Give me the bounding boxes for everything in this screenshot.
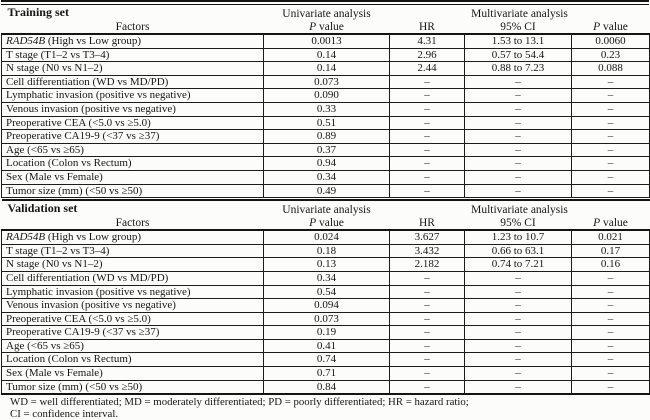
univariate-pvalue-cell: 0.54	[264, 285, 390, 299]
table-row	[2, 130, 650, 144]
hr-cell: –	[390, 353, 465, 367]
factor-label: Tumor size (mm) (<50 vs ≥50)	[6, 380, 143, 393]
ci-cell: –	[465, 271, 572, 285]
factor-cell	[2, 184, 264, 198]
univariate-pvalue-cell: 0.71	[264, 367, 390, 381]
univariate-pvalue-cell: 0.090	[264, 89, 390, 103]
table-row	[2, 271, 650, 285]
section-title-validation: Validation set	[7, 201, 78, 216]
p-italic: P	[309, 20, 317, 33]
factor-label: Sex (Male vs Female)	[6, 170, 103, 183]
factor-cell	[2, 326, 264, 340]
univariate-pvalue-cell: 0.34	[264, 170, 390, 184]
multivariate-pvalue-cell: –	[572, 271, 650, 285]
multivariate-pvalue-cell: 0.17	[572, 244, 650, 258]
value-word: value	[316, 20, 344, 33]
hr-cell: –	[390, 326, 465, 340]
table-row	[2, 367, 650, 381]
table-figure	[1, 0, 649, 420]
header-group-row	[2, 200, 650, 216]
factor-cell	[2, 170, 264, 184]
factor-label: T stage (T1–2 vs T3–4)	[6, 244, 110, 257]
ci-cell: –	[465, 380, 572, 394]
multivariate-pvalue-cell: –	[572, 367, 650, 381]
table-row	[2, 62, 650, 76]
training-table-header	[2, 5, 650, 34]
factor-label: Venous invasion (positive vs negative)	[6, 299, 176, 312]
factor-label: (High vs Low group)	[45, 231, 142, 244]
factor-cell	[2, 271, 264, 285]
table-row	[2, 230, 650, 244]
section-title-training: Training set	[7, 5, 69, 19]
univariate-pvalue-cell: 0.073	[264, 312, 390, 326]
hr-cell: –	[390, 380, 465, 394]
multivariate-pvalue-cell: –	[572, 299, 650, 313]
ci-cell: –	[465, 339, 572, 353]
univariate-pvalue-cell: 0.34	[264, 271, 390, 285]
footnote-line: CI = confidence interval.	[10, 407, 119, 420]
factor-label: Preoperative CEA (<5.0 vs ≥5.0)	[6, 116, 151, 129]
ci-cell: –	[465, 89, 572, 103]
p-italic: P	[309, 216, 317, 229]
multivariate-pvalue-cell: –	[572, 102, 650, 116]
factor-cell	[2, 353, 264, 367]
table-row	[2, 258, 650, 272]
hr-cell: –	[390, 75, 465, 89]
factor-cell	[2, 48, 264, 62]
table-row	[2, 339, 650, 353]
hr-cell: –	[390, 339, 465, 353]
gene-name: RAD54B	[6, 35, 46, 47]
multivariate-pvalue-cell: –	[572, 130, 650, 144]
factor-label: N stage (N0 vs N1–2)	[6, 62, 103, 75]
p-italic: P	[593, 20, 601, 33]
hr-cell: –	[390, 130, 465, 144]
hr-cell: –	[390, 285, 465, 299]
ci-cell: 0.88 to 7.23	[465, 62, 572, 76]
factor-cell	[2, 230, 264, 244]
univariate-pvalue-cell: 0.13	[264, 258, 390, 272]
table-row	[2, 326, 650, 340]
ci-cell: 0.66 to 63.1	[465, 244, 572, 258]
col-header-factors: Factors	[115, 20, 150, 33]
hr-cell: –	[390, 116, 465, 130]
multivariate-pvalue-cell: –	[572, 116, 650, 130]
table-footnotes	[1, 395, 649, 420]
univariate-pvalue-cell: 0.094	[264, 299, 390, 313]
factor-label: Cell differentiation (WD vs MD/PD)	[6, 75, 169, 88]
value-word: value	[316, 216, 344, 229]
header-column-row	[2, 20, 650, 34]
col-header-factors: Factors	[115, 216, 150, 229]
factor-label: Lymphatic invasion (positive vs negative)	[6, 285, 191, 298]
factor-label: Sex (Male vs Female)	[6, 367, 103, 380]
col-header-multivariate-pvalue	[572, 216, 650, 230]
table-row	[2, 34, 650, 48]
training-table-body	[2, 34, 650, 198]
univariate-pvalue-cell: 0.37	[264, 143, 390, 157]
hr-cell: –	[390, 170, 465, 184]
factor-label: Preoperative CEA (<5.0 vs ≥5.0)	[6, 312, 151, 325]
ci-cell: –	[465, 102, 572, 116]
p-italic: P	[593, 216, 601, 229]
col-header-ci: 95% CI	[500, 216, 536, 229]
factor-label: Tumor size (mm) (<50 vs ≥50)	[6, 184, 143, 197]
hr-cell: –	[390, 367, 465, 381]
ci-cell: –	[465, 285, 572, 299]
ci-cell: –	[465, 143, 572, 157]
factor-cell	[2, 258, 264, 272]
table-row	[2, 89, 650, 103]
ci-cell: 0.57 to 54.4	[465, 48, 572, 62]
factor-cell	[2, 339, 264, 353]
factor-cell	[2, 380, 264, 394]
table-row	[2, 116, 650, 130]
hr-cell: –	[390, 271, 465, 285]
hr-cell: –	[390, 157, 465, 171]
hr-cell: 3.627	[390, 230, 465, 244]
header-group-row	[2, 5, 650, 20]
hr-cell: –	[390, 184, 465, 198]
factor-label: Venous invasion (positive vs negative)	[6, 102, 176, 115]
multivariate-pvalue-cell: –	[572, 339, 650, 353]
factor-cell	[2, 299, 264, 313]
factor-cell	[2, 312, 264, 326]
univariate-pvalue-cell: 0.073	[264, 75, 390, 89]
factor-label: Cell differentiation (WD vs MD/PD)	[6, 271, 169, 284]
table-row	[2, 353, 650, 367]
univariate-pvalue-cell: 0.0013	[264, 34, 390, 48]
hr-cell: 3.432	[390, 244, 465, 258]
multivariate-pvalue-cell: –	[572, 184, 650, 198]
univariate-pvalue-cell: 0.74	[264, 353, 390, 367]
multivariate-pvalue-cell: 0.16	[572, 258, 650, 272]
table-row	[2, 75, 650, 89]
multivariate-pvalue-cell: –	[572, 326, 650, 340]
validation-table-header	[2, 200, 650, 230]
ci-cell: –	[465, 299, 572, 313]
factor-cell	[2, 62, 264, 76]
ci-cell: –	[465, 367, 572, 381]
univariate-group-label: Univariate analysis	[282, 204, 371, 217]
table-row	[2, 380, 650, 394]
multivariate-pvalue-cell: –	[572, 380, 650, 394]
factor-cell	[2, 285, 264, 299]
multivariate-pvalue-cell: 0.021	[572, 230, 650, 244]
univariate-pvalue-cell: 0.89	[264, 130, 390, 144]
multivariate-group-label: Multivariate analysis	[471, 8, 568, 20]
multivariate-pvalue-cell: 0.0060	[572, 34, 650, 48]
factor-label: Preoperative CA19-9 (<37 vs ≥37)	[6, 130, 160, 143]
hr-cell: –	[390, 143, 465, 157]
factor-label: (High vs Low group)	[45, 35, 142, 47]
factor-cell	[2, 102, 264, 116]
ci-cell: –	[465, 157, 572, 171]
col-header-multivariate-pvalue	[572, 20, 650, 34]
footnote-line: WD = well differentiated; MD = moderately differentiated; PD = poorly differentiated; HR = hazard ratio;	[10, 396, 469, 409]
ci-cell: –	[465, 184, 572, 198]
univariate-pvalue-cell: 0.18	[264, 244, 390, 258]
table-row	[2, 244, 650, 258]
ci-cell: –	[465, 75, 572, 89]
univariate-pvalue-cell: 0.14	[264, 62, 390, 76]
factor-label: Lymphatic invasion (positive vs negative)	[6, 89, 191, 102]
multivariate-pvalue-cell: –	[572, 75, 650, 89]
multivariate-pvalue-cell: –	[572, 285, 650, 299]
factor-cell	[2, 130, 264, 144]
value-word: value	[600, 216, 628, 229]
univariate-pvalue-cell: 0.33	[264, 102, 390, 116]
table-row	[2, 157, 650, 171]
col-header-hr: HR	[419, 20, 435, 33]
ci-cell: –	[465, 170, 572, 184]
multivariate-pvalue-cell: –	[572, 143, 650, 157]
univariate-group-label: Univariate analysis	[282, 8, 371, 20]
factor-label: Location (Colon vs Rectum)	[6, 353, 132, 366]
hr-cell: –	[390, 312, 465, 326]
ci-cell: 0.74 to 7.21	[465, 258, 572, 272]
value-word: value	[600, 20, 628, 33]
factor-cell	[2, 367, 264, 381]
factor-label: Preoperative CA19-9 (<37 vs ≥37)	[6, 326, 160, 339]
table-row	[2, 48, 650, 62]
table-row	[2, 170, 650, 184]
factor-label: T stage (T1–2 vs T3–4)	[6, 48, 110, 61]
hr-cell: –	[390, 102, 465, 116]
factor-cell	[2, 75, 264, 89]
multivariate-pvalue-cell: –	[572, 312, 650, 326]
multivariate-group-label: Multivariate analysis	[471, 204, 568, 217]
training-table	[1, 5, 650, 198]
univariate-pvalue-cell: 0.49	[264, 184, 390, 198]
hr-cell: –	[390, 299, 465, 313]
factor-cell	[2, 157, 264, 171]
univariate-pvalue-cell: 0.14	[264, 48, 390, 62]
univariate-pvalue-cell: 0.84	[264, 380, 390, 394]
univariate-pvalue-cell: 0.024	[264, 230, 390, 244]
hr-cell: 2.182	[390, 258, 465, 272]
factor-label: Location (Colon vs Rectum)	[6, 157, 132, 170]
validation-table	[1, 199, 650, 395]
multivariate-pvalue-cell: –	[572, 353, 650, 367]
hr-cell: 2.44	[390, 62, 465, 76]
factor-cell	[2, 34, 264, 48]
table-row	[2, 312, 650, 326]
col-header-univariate-pvalue	[264, 216, 390, 230]
table-row	[2, 102, 650, 116]
col-header-univariate-pvalue	[264, 20, 390, 34]
table-row	[2, 285, 650, 299]
ci-cell: –	[465, 312, 572, 326]
col-header-ci: 95% CI	[500, 20, 536, 33]
multivariate-pvalue-cell: 0.088	[572, 62, 650, 76]
multivariate-pvalue-cell: 0.23	[572, 48, 650, 62]
col-header-hr: HR	[419, 216, 435, 229]
table-row	[2, 143, 650, 157]
factor-cell	[2, 89, 264, 103]
univariate-pvalue-cell: 0.19	[264, 326, 390, 340]
factor-label: N stage (N0 vs N1–2)	[6, 258, 103, 271]
factor-label: Age (<65 vs ≥65)	[6, 339, 84, 352]
header-column-row	[2, 216, 650, 230]
ci-cell: –	[465, 116, 572, 130]
table-row	[2, 184, 650, 198]
multivariate-pvalue-cell: –	[572, 170, 650, 184]
univariate-pvalue-cell: 0.94	[264, 157, 390, 171]
table-row	[2, 299, 650, 313]
ci-cell: –	[465, 130, 572, 144]
univariate-pvalue-cell: 0.41	[264, 339, 390, 353]
hr-cell: –	[390, 89, 465, 103]
gene-name: RAD54B	[6, 231, 46, 244]
factor-cell	[2, 244, 264, 258]
factor-label: Age (<65 vs ≥65)	[6, 143, 84, 156]
univariate-pvalue-cell: 0.51	[264, 116, 390, 130]
factor-cell	[2, 116, 264, 130]
validation-table-body	[2, 230, 650, 394]
ci-cell: –	[465, 326, 572, 340]
multivariate-pvalue-cell: –	[572, 89, 650, 103]
ci-cell: 1.23 to 10.7	[465, 230, 572, 244]
multivariate-pvalue-cell: –	[572, 157, 650, 171]
hr-cell: 4.31	[390, 34, 465, 48]
factor-cell	[2, 143, 264, 157]
ci-cell: 1.53 to 13.1	[465, 34, 572, 48]
hr-cell: 2.96	[390, 48, 465, 62]
ci-cell: –	[465, 353, 572, 367]
